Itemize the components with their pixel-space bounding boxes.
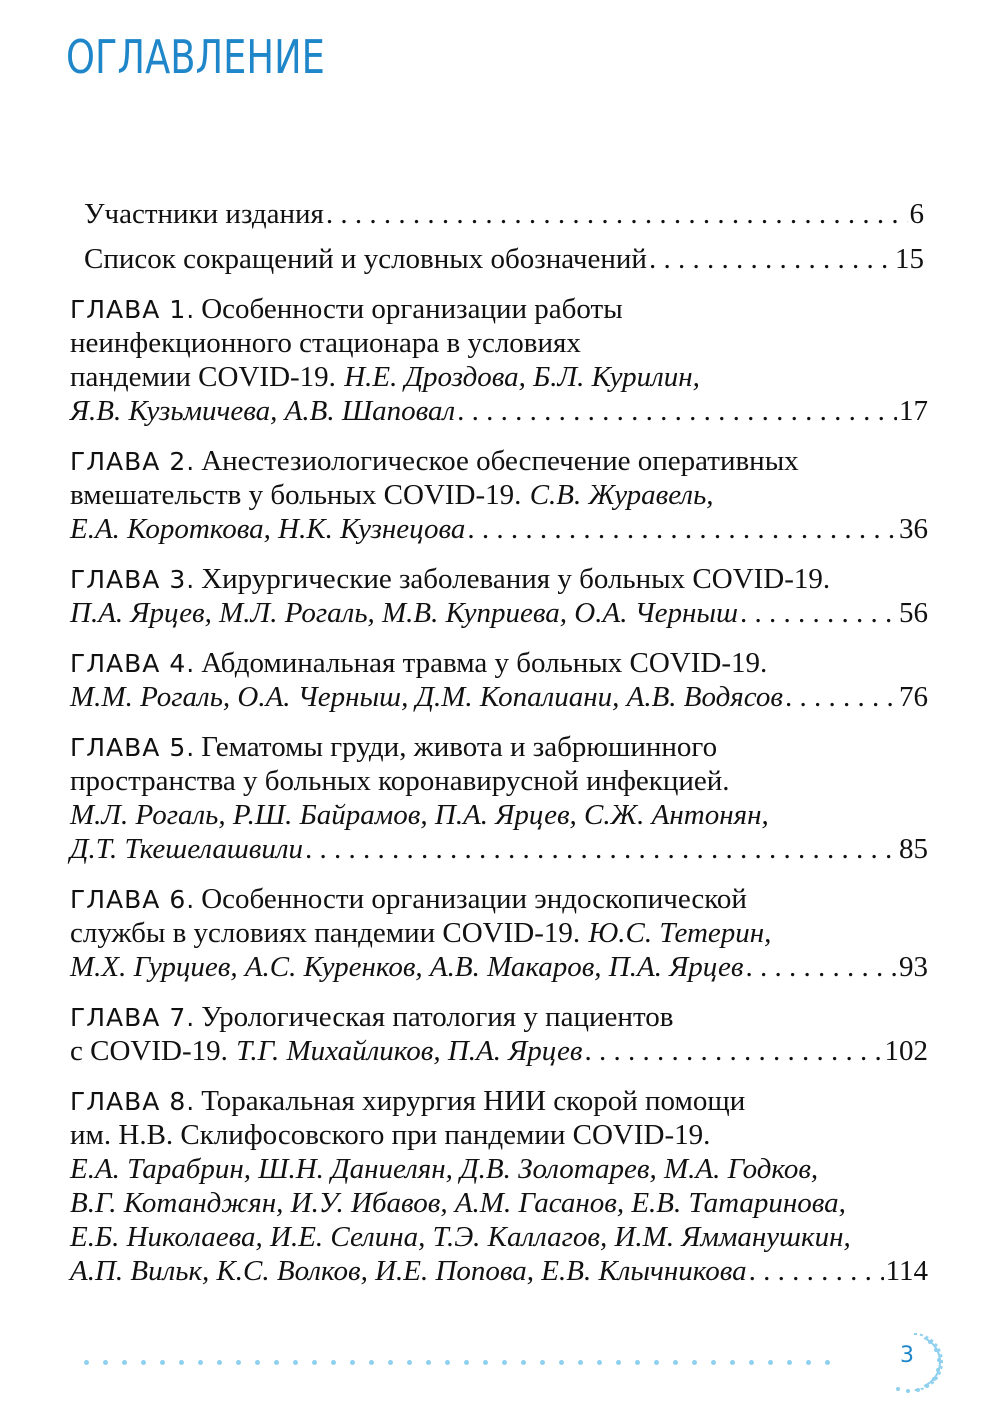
chapter-page: 93 bbox=[899, 951, 928, 983]
toc-entry-page: 6 bbox=[909, 198, 924, 230]
chapter-title-line: Особенности организации работы bbox=[201, 293, 623, 325]
chapter-title-line: с COVID-19. bbox=[70, 1035, 228, 1067]
chapter-authors-line: А.П. Вильк, К.С. Волков, И.Е. Попова, Е.В. Клычникова bbox=[70, 1255, 747, 1287]
chapter-page: 85 bbox=[899, 833, 928, 865]
leader-dots bbox=[326, 198, 908, 231]
chapter-number: ГЛАВА 4. bbox=[70, 649, 196, 678]
leader-dots bbox=[649, 243, 893, 276]
chapter-number: ГЛАВА 2. bbox=[70, 447, 196, 476]
chapter-authors-line: Н.Е. Дроздова, Б.Л. Курилин, bbox=[344, 361, 700, 393]
chapter-authors-line: М.Х. Гурциев, А.С. Куренков, А.В. Макаров, П.А. Ярцев bbox=[70, 951, 744, 983]
toc-entry-label: Участники издания bbox=[84, 198, 324, 230]
toc-entry[interactable] bbox=[84, 198, 924, 231]
chapter-title-line: вмешательств у больных COVID-19. bbox=[70, 479, 522, 511]
leader-dots bbox=[785, 681, 897, 714]
chapter-number: ГЛАВА 7. bbox=[70, 1003, 196, 1032]
chapter-title-line: Особенности организации эндоскопической bbox=[201, 883, 747, 915]
chapter-authors-line: М.Л. Рогаль, Р.Ш. Байрамов, П.А. Ярцев, С.Ж. Антонян, bbox=[70, 799, 769, 831]
chapter-authors-line: Е.Б. Николаева, И.Е. Селина, Т.Э. Каллагов, И.М. Ямманушкин, bbox=[70, 1221, 851, 1253]
leader-dots bbox=[305, 833, 897, 866]
chapter-title-line: Гематомы груди, живота и забрюшинного bbox=[201, 731, 718, 763]
chapter-number: ГЛАВА 6. bbox=[70, 885, 196, 914]
leader-dots bbox=[584, 1035, 882, 1068]
chapter-number: ГЛАВА 3. bbox=[70, 565, 196, 594]
chapter-authors-line: С.В. Журавель, bbox=[529, 479, 714, 511]
footer-dot-line bbox=[84, 1360, 830, 1365]
leader-dots bbox=[749, 1255, 884, 1288]
chapter-authors-line: Я.В. Кузьмичева, А.В. Шаповал bbox=[70, 395, 456, 427]
chapter-authors-line: Д.Т. Ткешелашвили bbox=[70, 833, 303, 865]
chapter-authors-line: Е.А. Короткова, Н.К. Кузнецова bbox=[70, 513, 466, 545]
chapter-authors-line: М.М. Рогаль, О.А. Черныш, Д.М. Копалиани, А.В. Водясов bbox=[70, 681, 784, 713]
chapter-page: 114 bbox=[885, 1255, 928, 1287]
leader-dots bbox=[745, 951, 897, 984]
chapter-title-line: пандемии COVID-19. bbox=[70, 361, 336, 393]
leader-dots bbox=[467, 513, 897, 546]
chapter-title-line: Урологическая патология у пациентов bbox=[201, 1001, 674, 1033]
chapter-title-line: пространства у больных коронавирусной инфекцией. bbox=[70, 765, 730, 797]
page-number: 3 bbox=[900, 1343, 914, 1368]
chapter-number: ГЛАВА 1. bbox=[70, 295, 196, 324]
chapter-page: 76 bbox=[899, 681, 928, 713]
chapter-page: 36 bbox=[899, 513, 928, 545]
chapter-title-line: им. Н.В. Склифосовского при пандемии COVID-19. bbox=[70, 1119, 711, 1151]
page-title: ОГЛАВЛЕНИЕ bbox=[66, 30, 325, 84]
chapter-authors-line: Ю.С. Тетерин, bbox=[588, 917, 772, 949]
chapter-title-line: Хирургические заболевания у больных COVID-19. bbox=[201, 563, 831, 595]
chapter-page: 17 bbox=[899, 395, 928, 427]
chapter-authors-line: Е.А. Тарабрин, Ш.Н. Даниелян, Д.В. Золотарев, М.А. Годков, bbox=[70, 1153, 819, 1185]
toc-entry-label: Список сокращений и условных обозначений bbox=[84, 243, 647, 275]
chapter-number: ГЛАВА 8. bbox=[70, 1087, 196, 1116]
leader-dots bbox=[740, 597, 897, 630]
chapter-authors-line: Т.Г. Михайликов, П.А. Ярцев bbox=[236, 1035, 583, 1067]
leader-dots bbox=[457, 395, 897, 428]
chapter-title-line: Абдоминальная травма у больных COVID-19. bbox=[201, 647, 768, 679]
toc-entry[interactable] bbox=[84, 243, 924, 276]
chapter-title-line: Торакальная хирургия НИИ скорой помощи bbox=[201, 1085, 746, 1117]
chapter-number: ГЛАВА 5. bbox=[70, 733, 196, 762]
chapter-page: 102 bbox=[884, 1035, 928, 1067]
chapter-page: 56 bbox=[899, 597, 928, 629]
chapter-authors-line: П.А. Ярцев, М.Л. Рогаль, М.В. Куприева, О.А. Черныш bbox=[70, 597, 738, 629]
chapter-title-line: Анестезиологическое обеспечение оперативных bbox=[201, 445, 799, 477]
chapter-title-line: службы в условиях пандемии COVID-19. bbox=[70, 917, 581, 949]
toc-entry-page: 15 bbox=[895, 243, 924, 275]
chapter-authors-line: В.Г. Котанджян, И.У. Ибавов, А.М. Гасанов, Е.В. Татаринова, bbox=[70, 1187, 846, 1219]
chapter-title-line: неинфекционного стационара в условиях bbox=[70, 327, 581, 359]
